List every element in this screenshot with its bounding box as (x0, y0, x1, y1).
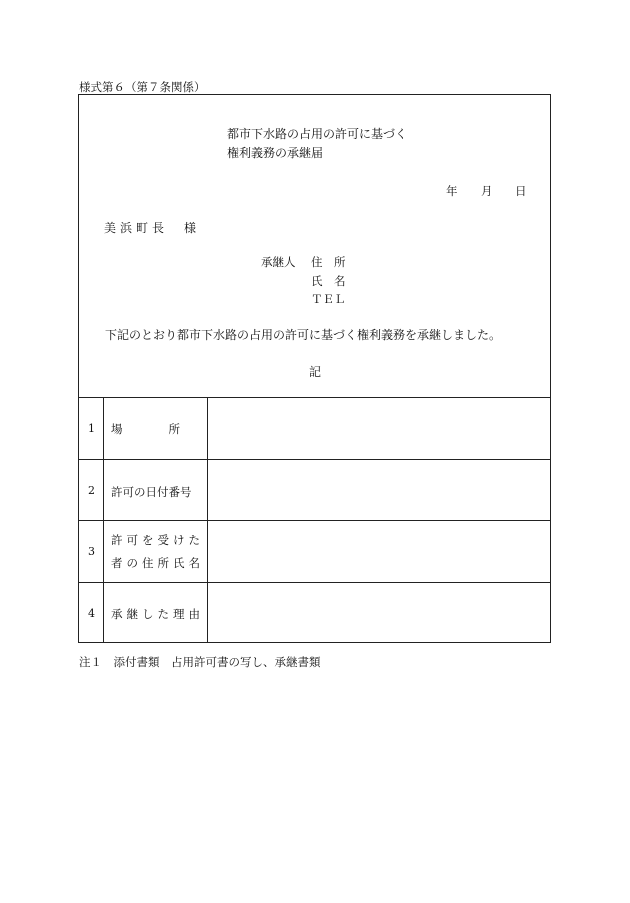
permittee-label-line-1: 許可を受けた (111, 533, 204, 547)
permit-date-number-value-cell[interactable] (209, 460, 549, 519)
label-column-divider (207, 397, 208, 643)
permit-date-number-label: 許可の日付番号 (111, 485, 192, 499)
row-number: 3 (88, 545, 95, 558)
applicant-heading: 承継人 (261, 255, 296, 269)
tel-label: ＴＥＬ (311, 292, 346, 306)
location-label: 場 所 (111, 422, 180, 436)
title-line-1: 都市下水路の占用の許可に基づく (227, 127, 408, 141)
date-month: 月 (481, 184, 493, 198)
address-label: 住 所 (311, 255, 346, 269)
number-column-divider (103, 397, 104, 643)
document-title (227, 125, 407, 163)
notification-form (78, 94, 551, 643)
row-number: 2 (88, 484, 95, 497)
location-value-cell[interactable] (209, 398, 549, 458)
name-label: 氏 名 (311, 274, 346, 288)
form-number-label: 様式第６（第７条関係） (79, 80, 206, 94)
date-day: 日 (515, 184, 527, 198)
row-number: 4 (88, 607, 95, 620)
date-year: 年 (446, 184, 458, 198)
addressee: 美浜町長 様 (104, 221, 201, 235)
ki-heading: 記 (309, 365, 322, 379)
succession-reason-value-cell[interactable] (209, 583, 549, 642)
permittee-value-cell[interactable] (209, 521, 549, 581)
permittee-label-line-2: 者の住所氏名 (111, 556, 204, 570)
attachment-note: 注１ 添付書類 占用許可書の写し、承継書類 (79, 655, 321, 669)
title-line-2: 権利義務の承継届 (227, 146, 324, 160)
declaration-text: 下記のとおり都市下水路の占用の許可に基づく権利義務を承継しました。 (105, 328, 502, 342)
row-number: 1 (88, 422, 95, 435)
succession-reason-label: 承継した理由 (111, 607, 204, 621)
